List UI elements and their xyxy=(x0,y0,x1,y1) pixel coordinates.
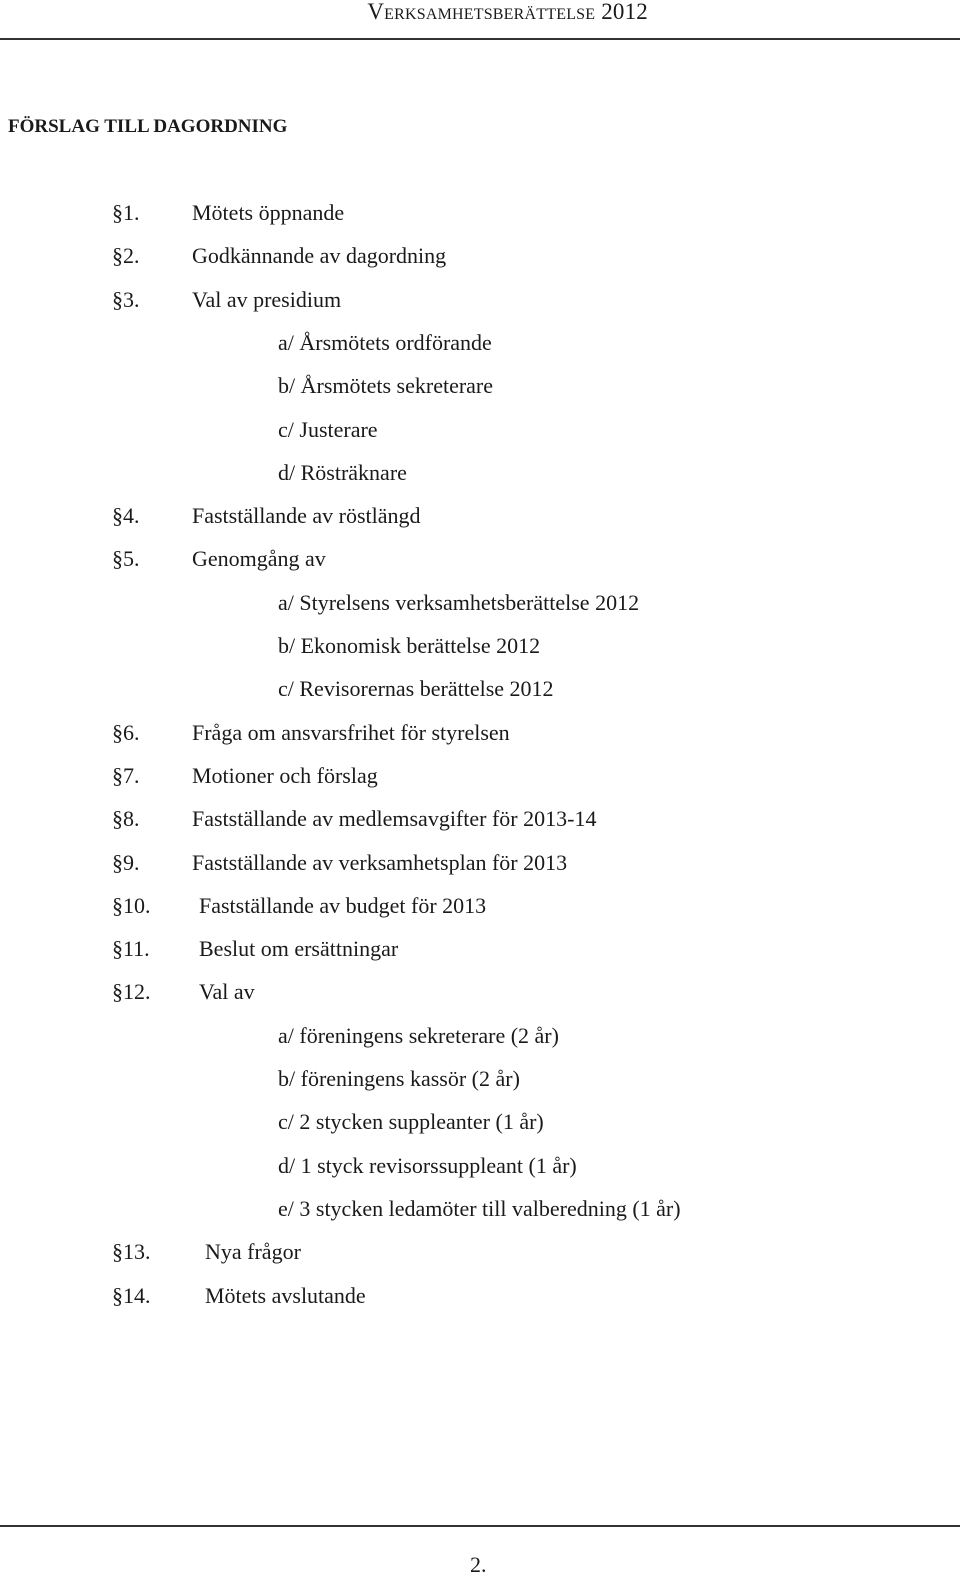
agenda-item-text: Val av presidium xyxy=(192,287,342,312)
footer-divider xyxy=(0,1525,960,1527)
agenda-item-number: §13. xyxy=(112,1239,151,1264)
agenda-item-text: Fastställande av verksamhetsplan för 2013 xyxy=(192,850,568,875)
agenda-item-number: §5. xyxy=(112,546,140,571)
agenda-item-text: Fastställande av röstlängd xyxy=(192,503,421,528)
agenda-item-number: §10. xyxy=(112,893,151,918)
agenda-subitem: c/ 2 stycken suppleanter (1 år) xyxy=(278,1109,544,1134)
agenda-item-text: Beslut om ersättningar xyxy=(199,936,399,961)
agenda-item-text: Fastställande av medlemsavgifter för 2013-14 xyxy=(192,806,597,831)
running-header-title: Verksamhetsberättelse 2012 xyxy=(367,0,648,24)
agenda-subitem: b/ föreningens kassör (2 år) xyxy=(278,1066,520,1091)
agenda-item-number: §1. xyxy=(112,200,140,225)
agenda-item-number: §7. xyxy=(112,763,140,788)
agenda-subitem: c/ Revisorernas berättelse 2012 xyxy=(278,676,554,701)
agenda-item-number: §6. xyxy=(112,720,140,745)
agenda-item-text: Genomgång av xyxy=(192,546,326,571)
agenda-item-text: Fråga om ansvarsfrihet för styrelsen xyxy=(192,720,510,745)
agenda-subitem: e/ 3 stycken ledamöter till valberedning (1 år) xyxy=(278,1196,681,1221)
agenda-item-text: Nya frågor xyxy=(205,1239,301,1264)
agenda-item-number: §2. xyxy=(112,243,140,268)
agenda-item-text: Mötets öppnande xyxy=(192,200,345,225)
agenda-item-text: Motioner och förslag xyxy=(192,763,378,788)
agenda-item-text: Fastställande av budget för 2013 xyxy=(199,893,487,918)
agenda-item-number: §11. xyxy=(112,936,150,961)
agenda-heading: FÖRSLAG TILL DAGORDNING xyxy=(8,116,288,137)
agenda-subitem: a/ föreningens sekreterare (2 år) xyxy=(278,1023,559,1048)
agenda-item-text: Godkännande av dagordning xyxy=(192,243,447,268)
agenda-item-number: §9. xyxy=(112,850,140,875)
agenda-subitem: a/ Styrelsens verksamhetsberättelse 2012 xyxy=(278,590,640,615)
agenda-item-number: §14. xyxy=(112,1283,151,1308)
agenda-subitem: d/ 1 styck revisorssuppleant (1 år) xyxy=(278,1153,577,1178)
agenda-item-number: §3. xyxy=(112,287,140,312)
agenda-item-number: §8. xyxy=(112,806,140,831)
agenda-subitem: d/ Rösträknare xyxy=(278,460,407,485)
header-divider xyxy=(0,38,960,40)
agenda-item-number: §4. xyxy=(112,503,140,528)
agenda-item-text: Val av xyxy=(199,979,255,1004)
agenda-item-number: §12. xyxy=(112,979,151,1004)
agenda-item-text: Mötets avslutande xyxy=(205,1283,366,1308)
agenda-subitem: b/ Ekonomisk berättelse 2012 xyxy=(278,633,541,658)
page-number: 2. xyxy=(470,1552,487,1577)
agenda-subitem: c/ Justerare xyxy=(278,417,378,442)
agenda-subitem: a/ Årsmötets ordförande xyxy=(278,330,492,355)
agenda-subitem: b/ Årsmötets sekreterare xyxy=(278,373,494,398)
